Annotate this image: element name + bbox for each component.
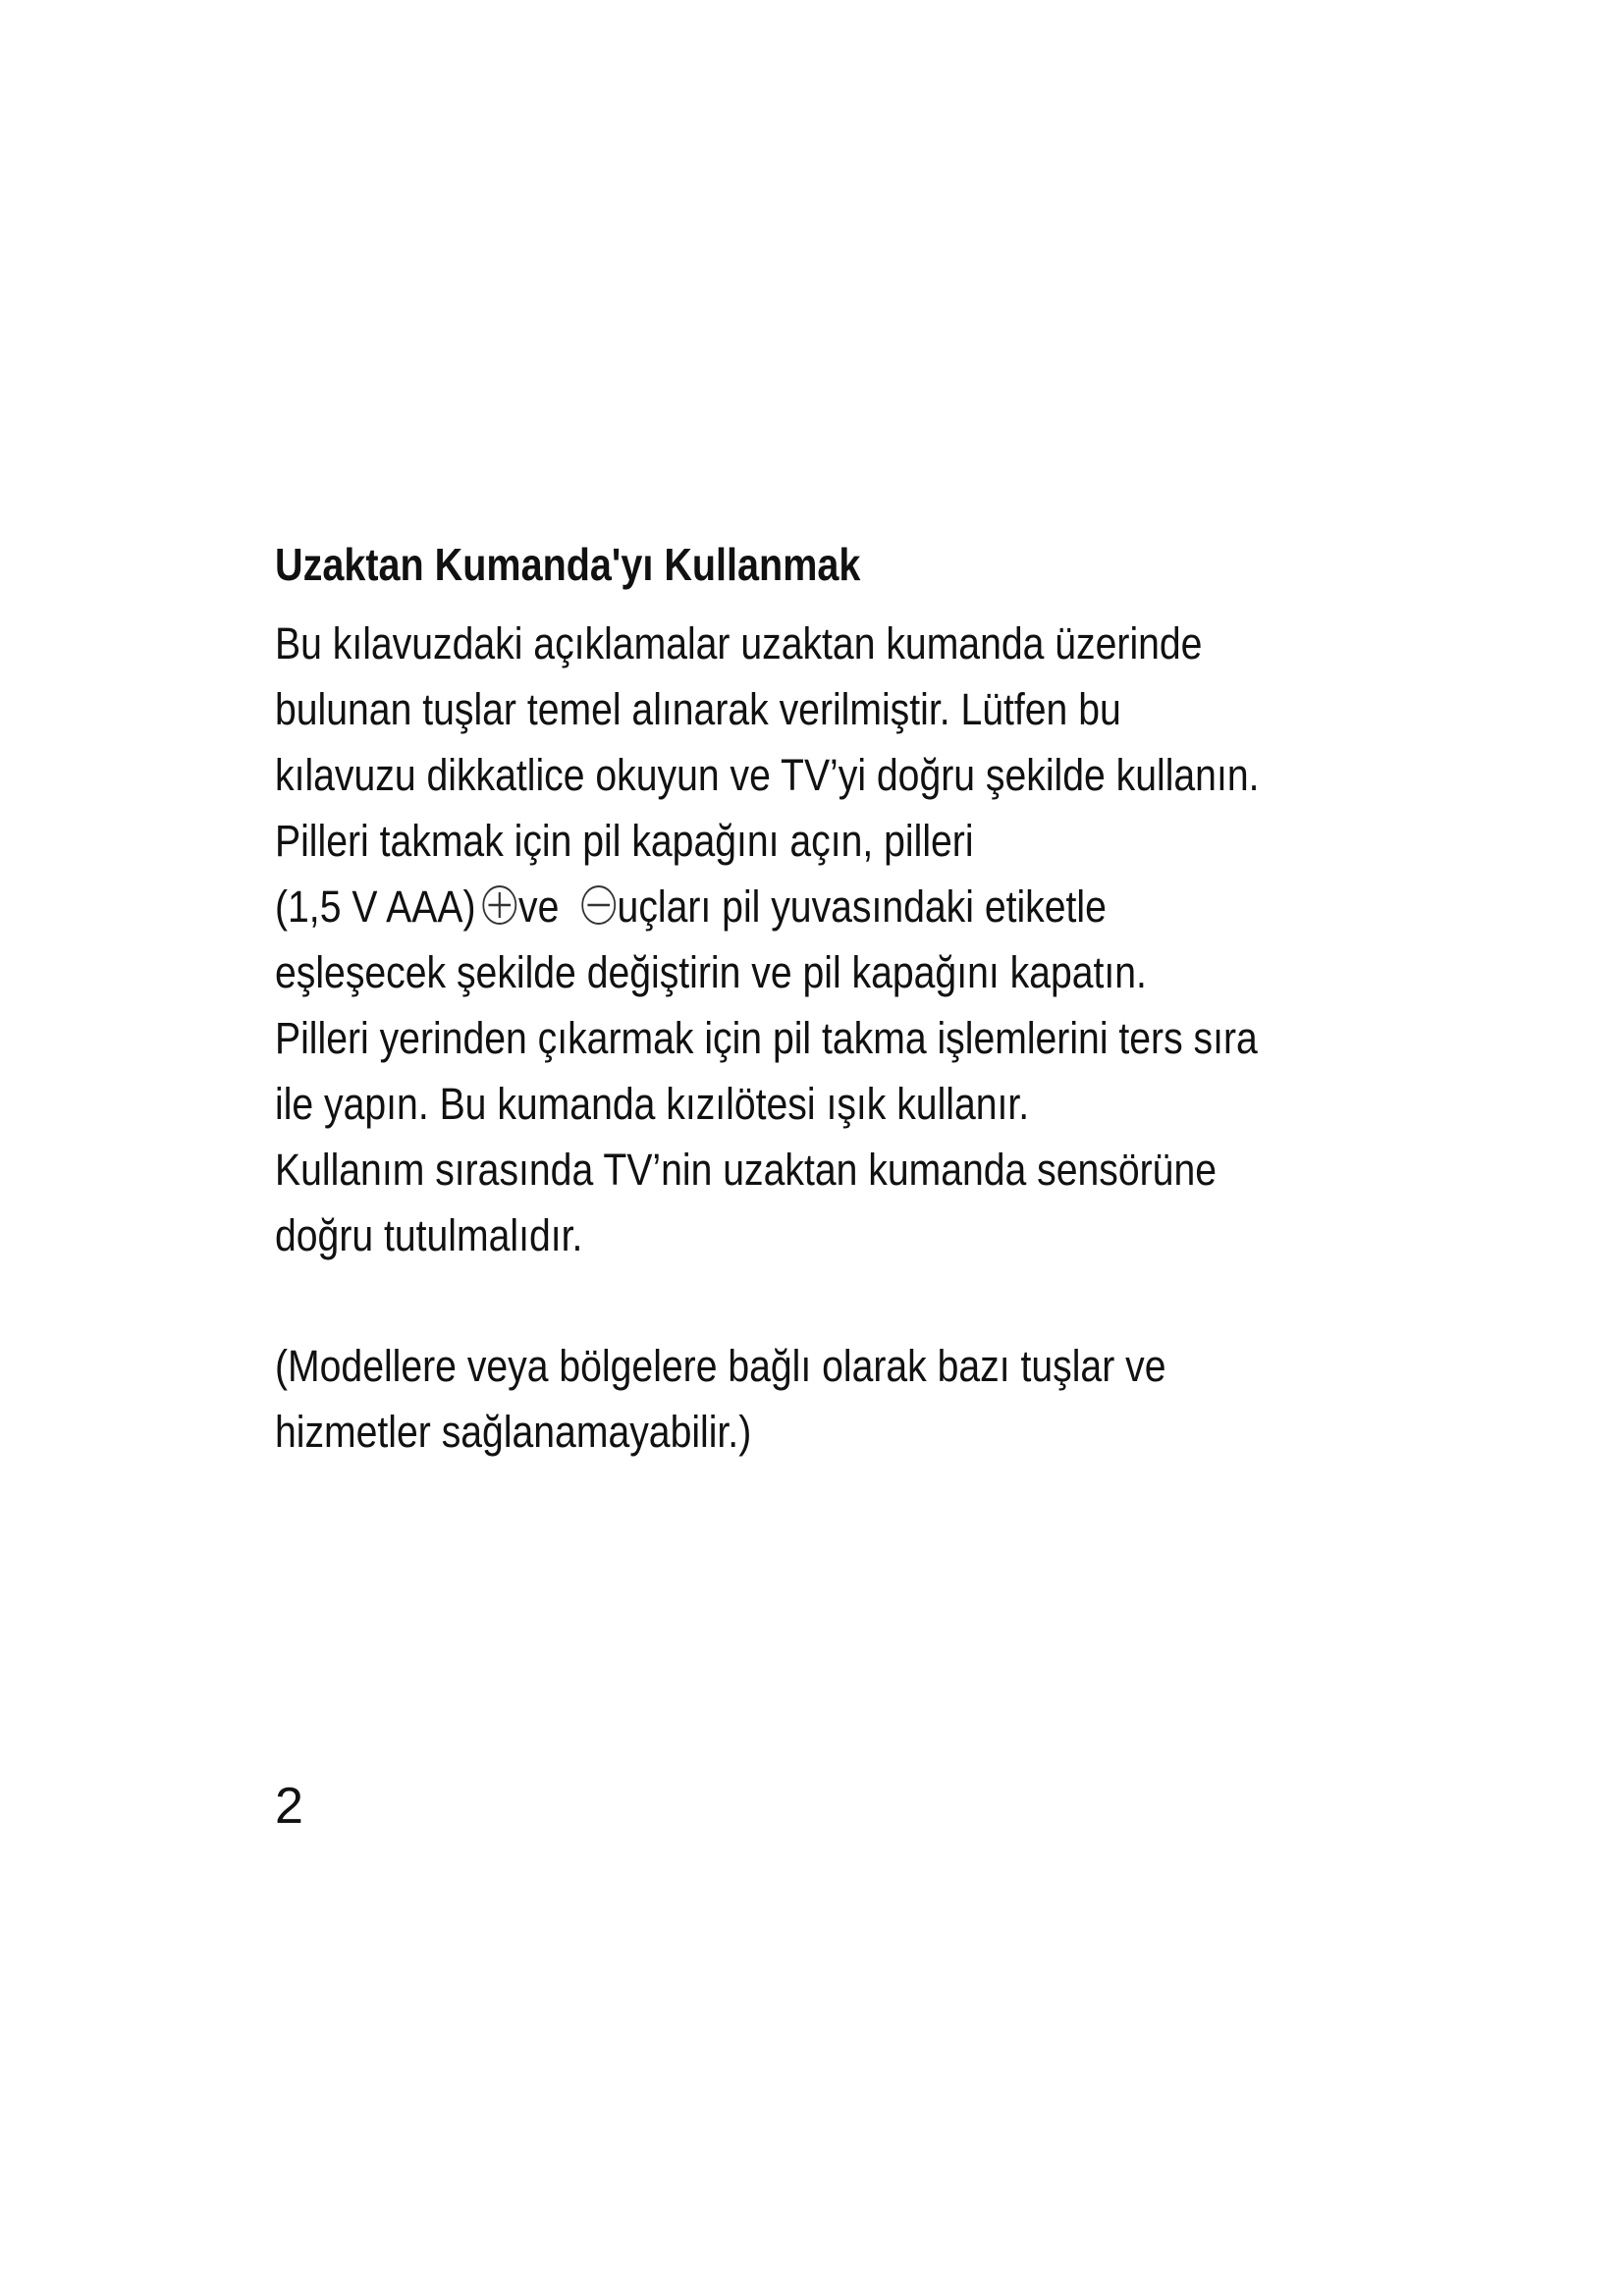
body-line: ile yapın. Bu kumanda kızılötesi ışık kullanır. [275,1079,1030,1129]
battery-type-text: (1,5 V AAA) [275,881,476,932]
body-line: kılavuzu dikkatlice okuyun ve TV’yi doğru şekilde kullanın. [275,750,1260,800]
body-line: Pilleri yerinden çıkarmak için pil takma işlemlerini ters sıra [275,1013,1258,1063]
page-title: Uzaktan Kumanda'yı Kullanmak [275,539,861,590]
page-number: 2 [275,1778,303,1835]
body-line: doğru tutulmalıdır. [275,1210,583,1260]
terminals-text: uçları pil yuvasındaki etiketle [617,881,1107,932]
body-line: bulunan tuşlar temel alınarak verilmiştir. Lütfen bu [275,684,1121,734]
availability-note [275,1333,1394,1465]
minus-circle-icon [579,883,617,927]
note-line: (Modellere veya bölgelere bağlı olarak bazı tuşlar ve [275,1341,1166,1391]
body-line: eşleşecek şekilde değiştirin ve pil kapağını kapatın. [275,947,1147,997]
body-line: Bu kılavuzdaki açıklamalar uzaktan kumanda üzerinde [275,618,1203,668]
page-content [275,530,1394,1465]
and-text: ve [518,881,560,932]
body-line: Pilleri takmak için pil kapağını açın, pilleri [275,816,974,866]
instructions-paragraph [275,611,1394,1268]
body-line: Kullanım sırasında TV’nin uzaktan kumanda sensörüne [275,1145,1218,1195]
battery-polarity-line [275,874,1249,939]
note-line: hizmetler sağlanamayabilir.) [275,1407,752,1457]
plus-circle-icon [481,883,518,927]
